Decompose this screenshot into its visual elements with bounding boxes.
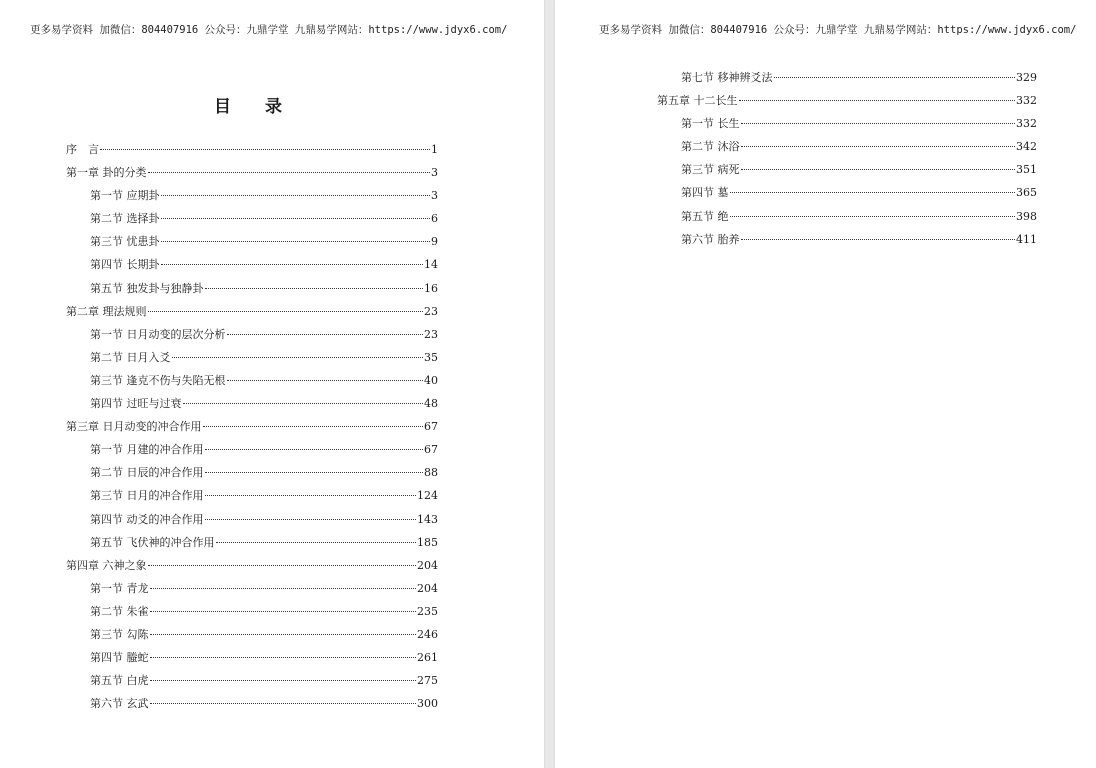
toc-entry-label: 第一节 月建的冲合作用 xyxy=(90,443,204,457)
toc-entry-page-number: 411 xyxy=(1016,232,1037,246)
toc-entry-page-number: 300 xyxy=(417,697,438,711)
toc-entry-label: 第五章 十二长生 xyxy=(657,94,738,108)
toc-section-entry xyxy=(66,626,438,649)
dot-leader xyxy=(172,356,424,358)
toc-entry-page-number: 35 xyxy=(424,350,438,364)
toc-entry-label: 第二节 沐浴 xyxy=(681,140,740,154)
dot-leader xyxy=(216,541,417,543)
toc-section-entry xyxy=(657,138,1037,161)
dot-leader xyxy=(150,656,417,658)
dot-leader xyxy=(183,402,424,404)
toc-entry-page-number: 329 xyxy=(1016,71,1037,84)
toc-entry-label: 第四节 墓 xyxy=(681,186,729,200)
toc-entry-label: 第五节 白虎 xyxy=(90,674,149,688)
dot-leader xyxy=(205,471,424,473)
toc-section-entry xyxy=(66,187,438,210)
toc-section-entry xyxy=(66,441,438,464)
toc-section-entry xyxy=(657,184,1037,207)
dot-leader xyxy=(150,702,417,704)
dot-leader xyxy=(100,148,430,150)
toc-entry-page-number: 16 xyxy=(424,281,438,295)
dot-leader xyxy=(148,171,431,173)
toc-entry-label: 第四节 螣蛇 xyxy=(90,651,149,665)
toc-entry-label: 第三节 忧患卦 xyxy=(90,235,160,249)
toc-entry-page-number: 9 xyxy=(431,235,438,249)
dot-leader xyxy=(227,379,424,381)
toc-entry-page-number: 23 xyxy=(424,304,438,318)
page-left xyxy=(0,0,544,768)
header-note: 更多易学资料 加微信：804407916 公众号：九鼎学堂 九鼎易学网站：https://www.jdyx6.com/ xyxy=(30,24,508,36)
toc-chapter-entry xyxy=(66,141,438,164)
dot-leader xyxy=(730,191,1016,193)
dot-leader xyxy=(741,168,1016,170)
toc-entry-page-number: 235 xyxy=(417,604,438,618)
page-right xyxy=(555,0,1096,768)
toc-section-entry xyxy=(66,256,438,279)
dot-leader xyxy=(150,679,417,681)
dot-leader xyxy=(205,494,417,496)
toc-entry-label: 第三节 勾陈 xyxy=(90,627,149,641)
toc-entry-label: 第三节 逢克不伤与失陷无根 xyxy=(90,373,226,387)
toc-section-entry xyxy=(657,161,1037,184)
toc-entry-page-number: 246 xyxy=(417,627,438,641)
toc-entry-page-number: 3 xyxy=(431,166,438,180)
toc-entry-page-number: 23 xyxy=(424,327,438,341)
toc-entry-page-number: 40 xyxy=(424,373,438,387)
toc-entry-page-number: 342 xyxy=(1016,140,1037,154)
dot-leader xyxy=(205,287,424,289)
toc-entry-label: 第一节 长生 xyxy=(681,117,740,131)
toc-entry-page-number: 365 xyxy=(1016,186,1037,200)
toc-entry-label: 第一节 应期卦 xyxy=(90,189,160,203)
dot-leader xyxy=(205,518,417,520)
toc-section-entry xyxy=(66,603,438,626)
toc-entry-page-number: 398 xyxy=(1016,209,1037,223)
dot-leader xyxy=(741,122,1016,124)
header-note: 更多易学资料 加微信：804407916 公众号：九鼎学堂 九鼎易学网站：https://www.jdyx6.com/ xyxy=(599,24,1077,36)
dot-leader xyxy=(148,564,417,566)
toc-section-entry xyxy=(66,464,438,487)
toc-section-entry xyxy=(657,208,1037,231)
dot-leader xyxy=(730,215,1016,217)
toc-entry-label: 第一节 日月动变的层次分析 xyxy=(90,327,226,341)
toc-chapter-entry xyxy=(66,164,438,187)
dot-leader xyxy=(774,76,1016,78)
toc-section-entry xyxy=(66,487,438,510)
toc-section-entry xyxy=(66,210,438,233)
toc-entry-page-number: 332 xyxy=(1016,94,1037,108)
toc-chapter-entry xyxy=(66,557,438,580)
toc-entry-label: 第六节 玄武 xyxy=(90,697,149,711)
dot-leader xyxy=(741,145,1016,147)
toc-section-entry xyxy=(657,115,1037,138)
toc-section-entry xyxy=(66,649,438,672)
toc-entry-page-number: 275 xyxy=(417,674,438,688)
toc-section-entry xyxy=(66,280,438,303)
toc-entry-page-number: 67 xyxy=(424,420,438,434)
dot-leader xyxy=(161,217,431,219)
toc-section-entry xyxy=(657,69,1037,92)
toc-section-entry xyxy=(66,511,438,534)
toc-section-entry xyxy=(66,233,438,256)
toc-entry-page-number: 332 xyxy=(1016,117,1037,131)
toc-entry-label: 序 言 xyxy=(66,143,99,156)
toc-entry-label: 第三节 病死 xyxy=(681,163,740,177)
toc-entry-label: 第一节 青龙 xyxy=(90,581,149,595)
toc-section-entry xyxy=(66,349,438,372)
dot-leader xyxy=(148,310,424,312)
toc-entry-label: 第一章 卦的分类 xyxy=(66,166,147,180)
toc-entry-label: 第四节 过旺与过衰 xyxy=(90,397,182,411)
toc-entry-label: 第七节 移神辨爻法 xyxy=(681,71,773,84)
toc-section-entry xyxy=(66,580,438,603)
toc-entry-page-number: 1 xyxy=(431,143,438,156)
dot-leader xyxy=(205,448,424,450)
toc-entry-label: 第三章 日月动变的冲合作用 xyxy=(66,420,202,434)
dot-leader xyxy=(161,240,431,242)
toc-section-entry xyxy=(66,695,438,718)
toc-entry-page-number: 88 xyxy=(424,466,438,480)
toc-entry-label: 第五节 独发卦与独静卦 xyxy=(90,281,204,295)
toc-section-entry xyxy=(66,672,438,695)
toc-entry-label: 第二节 日辰的冲合作用 xyxy=(90,466,204,480)
toc-entry-page-number: 48 xyxy=(424,397,438,411)
toc-entry-page-number: 67 xyxy=(424,443,438,457)
toc-section-entry xyxy=(66,395,438,418)
toc-list-left xyxy=(66,141,438,718)
toc-chapter-entry xyxy=(657,92,1037,115)
toc-chapter-entry xyxy=(66,418,438,441)
toc-entry-page-number: 261 xyxy=(417,651,438,665)
dot-leader xyxy=(161,194,431,196)
toc-entry-label: 第六节 胎养 xyxy=(681,232,740,246)
toc-entry-label: 第五节 飞伏神的冲合作用 xyxy=(90,535,215,549)
toc-entry-label: 第四节 长期卦 xyxy=(90,258,160,272)
toc-entry-page-number: 143 xyxy=(417,512,438,526)
toc-entry-label: 第二节 朱雀 xyxy=(90,604,149,618)
dot-leader xyxy=(150,610,417,612)
dot-leader xyxy=(739,99,1016,101)
toc-entry-page-number: 185 xyxy=(417,535,438,549)
toc-entry-page-number: 124 xyxy=(417,489,438,503)
dot-leader xyxy=(150,587,417,589)
toc-section-entry xyxy=(66,372,438,395)
toc-section-entry xyxy=(657,231,1037,254)
toc-entry-page-number: 6 xyxy=(431,212,438,226)
toc-chapter-entry xyxy=(66,303,438,326)
dot-leader xyxy=(161,263,424,265)
toc-title: 目 录 xyxy=(214,97,296,117)
dot-leader xyxy=(203,425,424,427)
toc-entry-label: 第二章 理法规则 xyxy=(66,304,147,318)
toc-entry-label: 第三节 日月的冲合作用 xyxy=(90,489,204,503)
toc-entry-page-number: 3 xyxy=(431,189,438,203)
toc-entry-label: 第四章 六神之象 xyxy=(66,558,147,572)
toc-list-right xyxy=(657,69,1037,254)
toc-entry-page-number: 14 xyxy=(424,258,438,272)
dot-leader xyxy=(150,633,417,635)
toc-entry-label: 第四节 动爻的冲合作用 xyxy=(90,512,204,526)
toc-section-entry xyxy=(66,326,438,349)
dot-leader xyxy=(227,333,424,335)
toc-entry-label: 第五节 绝 xyxy=(681,209,729,223)
toc-entry-label: 第二节 日月入爻 xyxy=(90,350,171,364)
toc-entry-page-number: 351 xyxy=(1016,163,1037,177)
toc-section-entry xyxy=(66,534,438,557)
toc-entry-page-number: 204 xyxy=(417,558,438,572)
dot-leader xyxy=(741,238,1016,240)
toc-entry-label: 第二节 选择卦 xyxy=(90,212,160,226)
toc-entry-page-number: 204 xyxy=(417,581,438,595)
